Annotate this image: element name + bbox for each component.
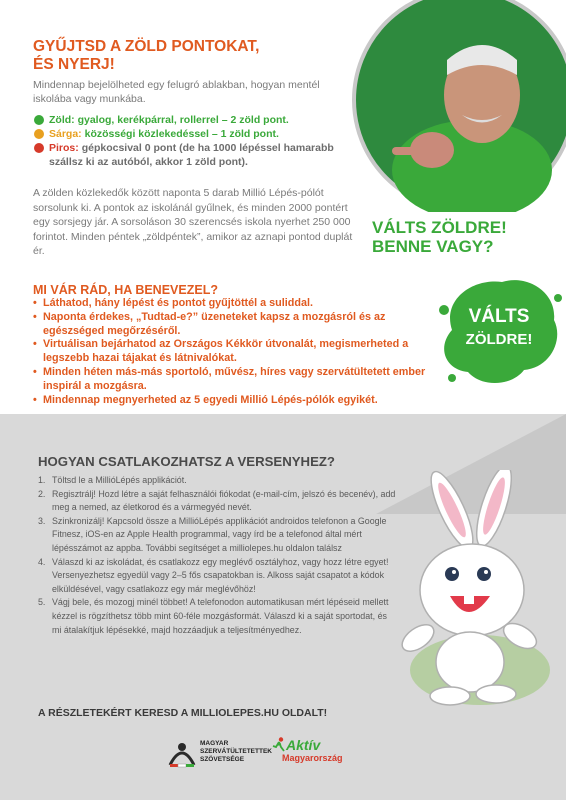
step-text: Szinkronizálj! Kapcsold össze a MillióLépés applikációt androidos telefonon a Google Fitnesz, iOS-en az Apple Health programmal, vagy írd be a telefonod által mért lépésszámot az appba. További segítséget a milliolepes.hu oldalon találsz [52, 515, 387, 553]
slogan-line2: BENNE VAGY? [372, 237, 494, 256]
green-splat-badge [432, 270, 566, 390]
pointing-man-photo [352, 0, 566, 212]
benefit-item: • Mindennap megnyerheted az 5 egyedi Millió Lépés-pólók egyikét. [33, 394, 433, 408]
benefit-item: • Virtuálisan bejárhatod az Országos Kékkör útvonalát, megismerheted a legszebb hazai tájakat és látnivalókat. [33, 338, 433, 366]
how-title: HOGYAN CSATLAKOZHATSZ A VERSENYHEZ? [38, 454, 335, 469]
logo2-line2: Magyarország [282, 753, 343, 763]
benefits-list [33, 297, 433, 407]
legend-yellow-text: közösségi közlekedéssel – 1 zöld pont. [84, 128, 279, 140]
splat-line2: ZÖLDRE! [465, 331, 533, 348]
benefits-title: MI VÁR RÁD, HA BENEVEZEL? [33, 283, 218, 297]
step-number: 2. [38, 488, 46, 499]
logo1-line2: SZERVÁTÜLTETETTEK [200, 748, 272, 755]
logo1-text [200, 740, 272, 764]
step-text: Regisztrálj! Hozd létre a saját felhasználói fiókodat (e-mail-cím, jelszó és becenév), add meg a nemed, az életkorod és a vármegyéd nevét. [52, 488, 396, 513]
logo1-line1: MAGYAR [200, 740, 229, 747]
green-dot-icon [34, 115, 44, 125]
association-emblem-icon [166, 737, 198, 769]
bunny-mascot-illustration [360, 470, 566, 710]
logo2-line1: Aktív [286, 737, 321, 753]
slogan [372, 218, 507, 256]
step-text: Vágj bele, és mozogj minél többet! A telefonodon automatikusan mért lépéseid mellett kézzel is rögzíthetsz több mint 60-féle mozgásformát. Válaszd ki a saját sportodat, és mi átalakítjuk lépésekké, majd hozzáadjuk a teljesítményedhez. [52, 597, 389, 635]
legend-yellow [33, 127, 353, 141]
logo-transplant-association [166, 737, 276, 771]
intro-text: Mindennap bejelölheted egy felugró ablakban, hogyan mentél iskolába vagy munkába. [33, 79, 320, 105]
points-legend [33, 113, 353, 169]
running-figure-icon [272, 737, 286, 753]
legend-green [33, 113, 353, 127]
legend-green-text: gyalog, kerékpárral, rollerrel – 2 zöld pont. [77, 114, 289, 126]
splat-line1: VÁLTS [468, 306, 530, 327]
legend-red [33, 141, 353, 169]
benefit-item: • Minden héten más-más sportoló, művész, híres vagy szervátültetett ember inspirál a mozgásra. [33, 366, 433, 394]
step-text: Válaszd ki az iskoládat, és csatlakozz egy meglévő osztályhoz, vagy hozz létre egyet! Versenyezhetsz egyedül vagy 2–5 fős csapatokban is. Alkoss saját csapatot a kódok elküldésével, vagy csatlakozz egy már meglévőhöz! [52, 556, 389, 594]
step-item [38, 596, 398, 637]
legend-green-label: Zöld: [49, 114, 75, 126]
legend-red-text: gépkocsival 0 pont (de ha 1000 lépéssel hamarabb szállsz ki az autóból, akkor 1 zöld pont). [49, 142, 334, 168]
logo1-line3: SZÖVETSÉGE [200, 756, 245, 763]
step-number: 1. [38, 475, 46, 485]
steps-list [38, 474, 398, 637]
step-item [38, 515, 398, 556]
legend-red-label: Piros: [49, 142, 79, 154]
logo-aktiv-magyarorszag [272, 735, 362, 771]
step-item [38, 474, 398, 488]
raffle-paragraph: A zölden közlekedők között naponta 5 darab Millió Lépés-pólót sorsolunk ki. A pontok az iskolánál gyűlnek, és minden 2000 pontért egy sorsjegy jár. A sorsoláson 30 szerencsés iskola nyerhet 250 000 forintot. Minden péntek „zöldpéntek”, amikor az aznapi pontod duplát ér. [33, 187, 353, 257]
main-heading-line1: GYŰJTSD A ZÖLD PONTOKAT, [33, 38, 260, 55]
step-item [38, 556, 398, 597]
step-number: 5. [38, 597, 46, 608]
step-item [38, 488, 398, 515]
main-heading-line2: ÉS NYERJ! [33, 56, 115, 73]
step-text: Töltsd le a MillióLépés applikációt. [52, 475, 187, 485]
slogan-line1: VÁLTS ZÖLDRE! [372, 218, 507, 237]
step-number: 4. [38, 556, 46, 567]
yellow-dot-icon [34, 129, 44, 139]
benefit-item: • Láthatod, hány lépést és pontot gyűjtöttél a suliddal. [33, 297, 433, 311]
step-number: 3. [38, 515, 46, 526]
main-heading [33, 38, 353, 74]
benefit-item: • Naponta érdekes, „Tudtad-e?” üzeneteket kapsz a mozgásról és az egészséged megőrzéséről. [33, 311, 433, 339]
footer-cta: A RÉSZLETEKÉRT KERESD A MILLIOLEPES.HU OLDALT! [38, 707, 328, 719]
red-dot-icon [34, 143, 44, 153]
legend-yellow-label: Sárga: [49, 128, 82, 140]
